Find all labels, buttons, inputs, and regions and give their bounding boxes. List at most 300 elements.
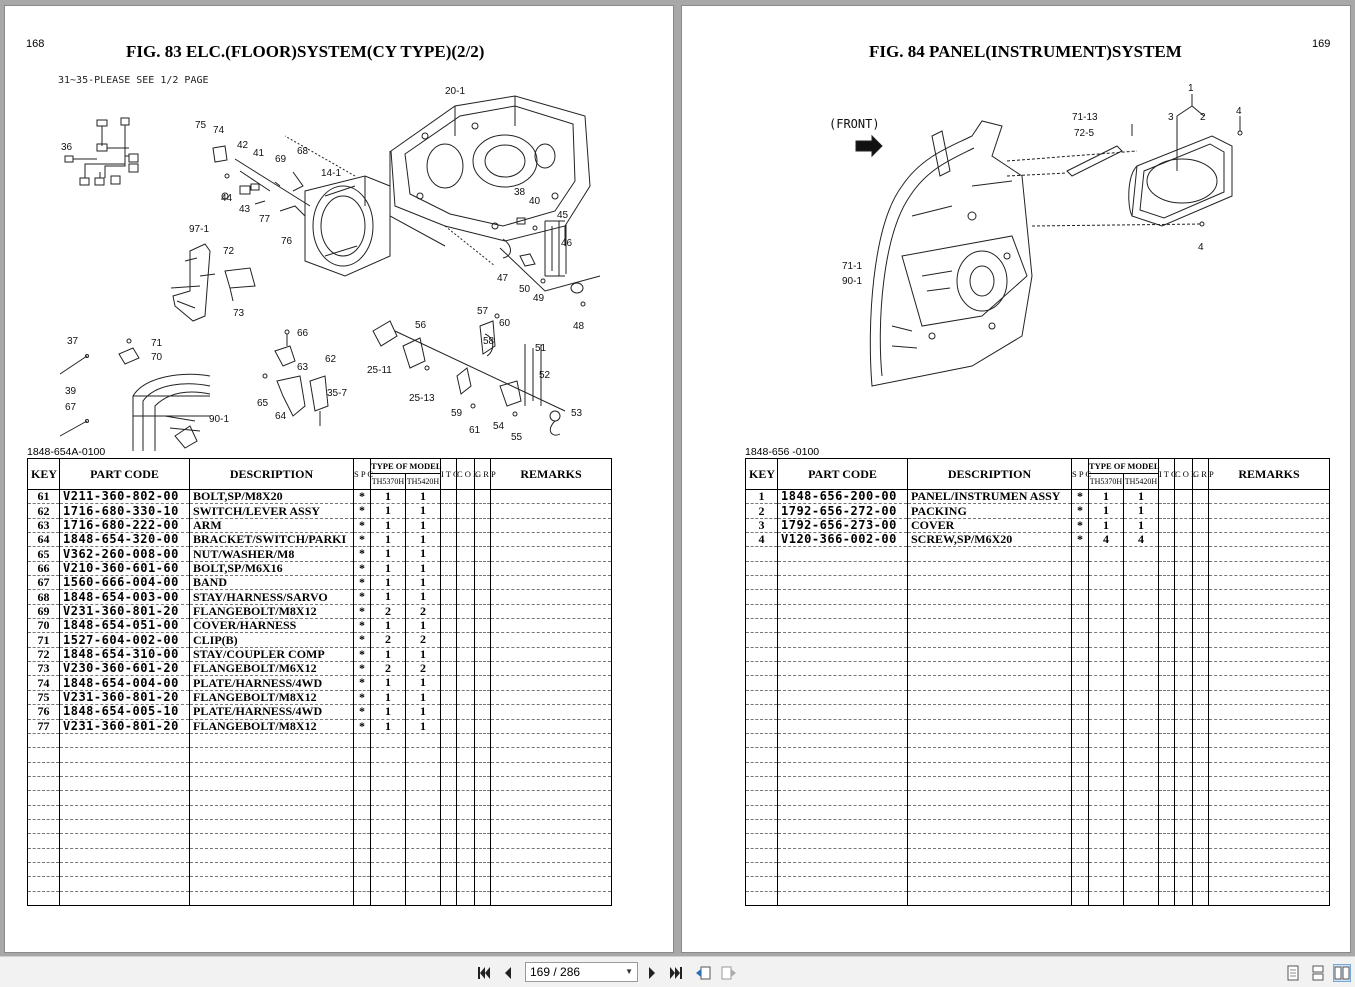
callout: 25-11	[367, 365, 392, 376]
itc-cell	[441, 490, 457, 504]
part-spc: *	[354, 690, 371, 704]
part-description: ARM	[190, 518, 354, 532]
itc-cell	[1159, 705, 1175, 719]
col-cell	[1175, 533, 1193, 547]
part-spc	[1072, 676, 1089, 690]
qty-model-2	[1124, 819, 1159, 833]
table-row	[28, 576, 612, 590]
front-label: (FRONT)	[829, 117, 880, 131]
table-row	[28, 690, 612, 704]
harness-lever-drawing	[500, 218, 600, 306]
part-code	[778, 576, 908, 590]
remarks-cell	[1209, 848, 1330, 862]
part-key	[746, 676, 778, 690]
part-key	[28, 805, 60, 819]
col-cell	[457, 590, 475, 604]
empty-table-row	[746, 561, 1330, 575]
itc-cell	[441, 891, 457, 905]
remarks-cell	[491, 762, 612, 776]
part-code	[778, 891, 908, 905]
qty-model-2: 1	[406, 590, 441, 604]
itc-cell	[441, 877, 457, 891]
figure-note: 31~35-PLEASE SEE 1/2 PAGE	[58, 75, 209, 86]
part-spc	[1072, 690, 1089, 704]
callout: 70	[151, 352, 163, 363]
table-row	[28, 647, 612, 661]
itc-cell	[441, 604, 457, 618]
drawing-code: 1848-654A-0100	[27, 446, 106, 458]
part-spc	[1072, 705, 1089, 719]
qty-model-2	[406, 834, 441, 848]
header-col: C O L	[1175, 459, 1193, 490]
col-cell	[1175, 504, 1193, 518]
itc-cell	[441, 862, 457, 876]
callout: 76	[281, 236, 293, 247]
first-page-icon	[476, 965, 492, 981]
itc-cell	[441, 791, 457, 805]
qty-model-1: 1	[371, 547, 406, 561]
qty-model-1	[1089, 791, 1124, 805]
part-key: 77	[28, 719, 60, 733]
grp-cell	[475, 619, 491, 633]
grp-cell	[1193, 518, 1209, 532]
qty-model-1: 1	[371, 590, 406, 604]
table-row	[28, 518, 612, 532]
col-cell	[457, 705, 475, 719]
previous-page-icon	[500, 965, 516, 981]
part-description	[190, 791, 354, 805]
itc-cell	[1159, 776, 1175, 790]
part-key: 76	[28, 705, 60, 719]
part-description	[190, 776, 354, 790]
part-spc	[1072, 762, 1089, 776]
qty-model-2	[1124, 791, 1159, 805]
part-key: 74	[28, 676, 60, 690]
callout: 61	[469, 425, 481, 436]
page-selector[interactable]	[525, 962, 638, 982]
bracket-switch-drawing	[310, 376, 328, 426]
qty-model-1	[1089, 719, 1124, 733]
qty-model-2	[406, 791, 441, 805]
grp-cell	[1193, 533, 1209, 547]
col-cell	[1175, 705, 1193, 719]
table-row	[28, 504, 612, 518]
part-spc	[354, 862, 371, 876]
itc-cell	[1159, 662, 1175, 676]
part-spc	[1072, 776, 1089, 790]
part-description	[908, 891, 1072, 905]
part-code	[60, 762, 190, 776]
empty-table-row	[746, 891, 1330, 905]
empty-table-row	[746, 791, 1330, 805]
col-cell	[1175, 862, 1193, 876]
itc-cell	[441, 705, 457, 719]
itc-cell	[441, 834, 457, 848]
harness-connectors-drawing	[65, 118, 138, 185]
qty-model-1	[1089, 733, 1124, 747]
itc-cell	[1159, 719, 1175, 733]
empty-table-row	[28, 848, 612, 862]
part-code: 1716-680-330-10	[60, 504, 190, 518]
qty-model-1: 1	[371, 561, 406, 575]
remarks-cell	[491, 791, 612, 805]
part-description	[908, 590, 1072, 604]
part-code: V231-360-801-20	[60, 690, 190, 704]
remarks-cell	[491, 662, 612, 676]
remarks-cell	[1209, 762, 1330, 776]
remarks-cell	[1209, 690, 1330, 704]
qty-model-2	[1124, 662, 1159, 676]
remarks-cell	[491, 561, 612, 575]
empty-table-row	[28, 877, 612, 891]
grp-cell	[475, 705, 491, 719]
qty-model-2: 1	[406, 490, 441, 504]
single-page-view-button[interactable]	[1285, 965, 1301, 981]
back-view-button[interactable]	[695, 965, 711, 981]
header-description: DESCRIPTION	[908, 459, 1072, 490]
empty-table-row	[746, 633, 1330, 647]
qty-model-1	[371, 848, 406, 862]
callout: 42	[237, 140, 249, 151]
part-spc	[354, 877, 371, 891]
qty-model-2	[406, 762, 441, 776]
empty-table-row	[746, 834, 1330, 848]
qty-model-1: 1	[1089, 504, 1124, 518]
part-spc	[354, 891, 371, 905]
callout: 73	[233, 308, 245, 319]
part-spc: *	[354, 547, 371, 561]
empty-table-row	[28, 791, 612, 805]
table-row	[28, 662, 612, 676]
single-page-icon	[1285, 965, 1301, 981]
empty-table-row	[28, 776, 612, 790]
table-row	[28, 719, 612, 733]
col-cell	[1175, 518, 1193, 532]
grp-cell	[1193, 676, 1209, 690]
qty-model-1	[1089, 676, 1124, 690]
part-description	[908, 705, 1072, 719]
part-spc: *	[354, 533, 371, 547]
remarks-cell	[491, 848, 612, 862]
first-page-button[interactable]	[476, 965, 492, 981]
part-spc: *	[354, 604, 371, 618]
part-description	[190, 819, 354, 833]
col-cell	[1175, 647, 1193, 661]
part-key	[746, 877, 778, 891]
grp-cell	[475, 590, 491, 604]
grp-cell	[475, 748, 491, 762]
part-spc	[354, 805, 371, 819]
remarks-cell	[491, 604, 612, 618]
callout: 43	[239, 204, 251, 215]
part-description	[908, 547, 1072, 561]
empty-table-row	[28, 733, 612, 747]
itc-cell	[441, 690, 457, 704]
remarks-cell	[1209, 647, 1330, 661]
part-description	[190, 848, 354, 862]
qty-model-2: 4	[1124, 533, 1159, 547]
qty-model-2	[1124, 547, 1159, 561]
qty-model-1	[1089, 848, 1124, 862]
remarks-cell	[491, 877, 612, 891]
col-cell	[457, 561, 475, 575]
callout: 41	[253, 148, 265, 159]
part-code	[778, 662, 908, 676]
part-spc	[1072, 848, 1089, 862]
qty-model-1: 2	[371, 662, 406, 676]
part-code: 1792-656-272-00	[778, 504, 908, 518]
part-description	[190, 891, 354, 905]
itc-cell	[1159, 891, 1175, 905]
header-key: KEY	[746, 459, 778, 490]
qty-model-1: 2	[371, 604, 406, 618]
empty-table-row	[746, 776, 1330, 790]
qty-model-2	[1124, 776, 1159, 790]
header-type-of-model: TYPE OF MODEL	[371, 459, 441, 474]
part-key	[28, 819, 60, 833]
header-grp: G R P	[1193, 459, 1209, 490]
grp-cell	[1193, 891, 1209, 905]
part-code	[778, 748, 908, 762]
part-key	[28, 762, 60, 776]
front-arrow-icon	[856, 136, 882, 156]
part-description: BRACKET/SWITCH/PARKI	[190, 533, 354, 547]
part-description	[908, 791, 1072, 805]
callout: 67	[65, 402, 77, 413]
table-row	[746, 490, 1330, 504]
qty-model-1	[1089, 619, 1124, 633]
part-key: 71	[28, 633, 60, 647]
header-itc: I T C	[441, 459, 457, 490]
col-cell	[457, 676, 475, 690]
callout: 47	[497, 273, 509, 284]
callout: 3	[1168, 112, 1174, 123]
grp-cell	[1193, 862, 1209, 876]
grp-cell	[1193, 877, 1209, 891]
grp-cell	[1193, 576, 1209, 590]
grp-cell	[1193, 561, 1209, 575]
grp-cell	[1193, 834, 1209, 848]
remarks-cell	[1209, 590, 1330, 604]
remarks-cell	[1209, 662, 1330, 676]
empty-table-row	[746, 733, 1330, 747]
remarks-cell	[1209, 490, 1330, 504]
empty-table-row	[746, 705, 1330, 719]
qty-model-1	[371, 891, 406, 905]
qty-model-1	[1089, 590, 1124, 604]
qty-model-1: 1	[371, 504, 406, 518]
grp-cell	[1193, 719, 1209, 733]
qty-model-2	[406, 748, 441, 762]
grp-cell	[475, 604, 491, 618]
part-description: CLIP(B)	[190, 633, 354, 647]
itc-cell	[441, 805, 457, 819]
qty-model-2	[406, 877, 441, 891]
part-code	[778, 719, 908, 733]
remarks-cell	[491, 733, 612, 747]
remarks-cell	[1209, 705, 1330, 719]
qty-model-2: 1	[406, 576, 441, 590]
part-code	[778, 791, 908, 805]
part-key	[746, 604, 778, 618]
remarks-cell	[1209, 733, 1330, 747]
part-key	[28, 733, 60, 747]
empty-table-row	[746, 719, 1330, 733]
last-page-button[interactable]	[668, 965, 684, 981]
col-cell	[457, 719, 475, 733]
qty-model-1	[1089, 647, 1124, 661]
part-description	[908, 662, 1072, 676]
part-key	[746, 662, 778, 676]
continuous-view-button[interactable]	[1310, 965, 1326, 981]
col-cell	[457, 647, 475, 661]
callout: 40	[529, 196, 541, 207]
qty-model-2	[1124, 633, 1159, 647]
next-page-button[interactable]	[644, 965, 660, 981]
grp-cell	[475, 891, 491, 905]
part-spc	[1072, 862, 1089, 876]
remarks-cell	[491, 705, 612, 719]
last-page-icon	[668, 965, 684, 981]
remarks-cell	[1209, 504, 1330, 518]
part-code	[778, 604, 908, 618]
callout: 52	[539, 370, 551, 381]
qty-model-2	[406, 819, 441, 833]
part-description	[190, 834, 354, 848]
part-code: 1848-654-004-00	[60, 676, 190, 690]
two-page-view-button[interactable]	[1334, 965, 1350, 981]
qty-model-2	[1124, 834, 1159, 848]
itc-cell	[1159, 848, 1175, 862]
qty-model-2	[1124, 576, 1159, 590]
forward-view-button[interactable]	[721, 965, 737, 981]
grp-cell	[475, 819, 491, 833]
col-cell	[457, 547, 475, 561]
remarks-cell	[491, 490, 612, 504]
part-description	[908, 604, 1072, 618]
remarks-cell	[1209, 547, 1330, 561]
itc-cell	[1159, 533, 1175, 547]
clutch-housing-drawing	[305, 176, 390, 276]
qty-model-2: 2	[406, 633, 441, 647]
qty-model-2	[1124, 647, 1159, 661]
remarks-cell	[1209, 576, 1330, 590]
part-code	[778, 705, 908, 719]
part-description	[908, 834, 1072, 848]
part-key	[746, 719, 778, 733]
col-cell	[457, 633, 475, 647]
part-spc: *	[354, 719, 371, 733]
qty-model-2: 1	[406, 690, 441, 704]
itc-cell	[1159, 576, 1175, 590]
itc-cell	[441, 619, 457, 633]
part-key	[746, 547, 778, 561]
qty-model-2	[406, 891, 441, 905]
col-cell	[457, 834, 475, 848]
col-cell	[1175, 676, 1193, 690]
part-description	[908, 647, 1072, 661]
part-code: 1848-654-320-00	[60, 533, 190, 547]
part-key: 2	[746, 504, 778, 518]
empty-table-row	[28, 891, 612, 905]
itc-cell	[441, 576, 457, 590]
col-cell	[1175, 776, 1193, 790]
continuous-page-icon	[1310, 965, 1326, 981]
col-cell	[457, 776, 475, 790]
qty-model-2	[1124, 604, 1159, 618]
part-description: PLATE/HARNESS/4WD	[190, 676, 354, 690]
callout: 62	[325, 354, 337, 365]
qty-model-1: 1	[371, 719, 406, 733]
callout: 49	[533, 293, 545, 304]
grp-cell	[475, 561, 491, 575]
itc-cell	[441, 848, 457, 862]
empty-table-row	[746, 662, 1330, 676]
grp-cell	[1193, 819, 1209, 833]
part-spc: *	[354, 490, 371, 504]
grp-cell	[1193, 791, 1209, 805]
qty-model-2: 2	[406, 662, 441, 676]
switch-lever-drawing	[263, 330, 305, 416]
part-code	[60, 776, 190, 790]
grp-cell	[475, 877, 491, 891]
remarks-cell	[1209, 877, 1330, 891]
col-cell	[457, 662, 475, 676]
part-code	[778, 848, 908, 862]
parts-table	[745, 458, 1330, 906]
callout: 45	[557, 210, 569, 221]
itc-cell	[1159, 791, 1175, 805]
col-cell	[457, 619, 475, 633]
qty-model-1	[1089, 561, 1124, 575]
remarks-cell	[491, 676, 612, 690]
right-page	[681, 5, 1351, 953]
part-code	[60, 834, 190, 848]
part-description: COVER/HARNESS	[190, 619, 354, 633]
part-code: V211-360-802-00	[60, 490, 190, 504]
qty-model-2	[1124, 590, 1159, 604]
part-key: 65	[28, 547, 60, 561]
part-key: 75	[28, 690, 60, 704]
part-spc: *	[354, 705, 371, 719]
callout: 44	[221, 193, 233, 204]
callout: 46	[561, 238, 573, 249]
part-code: 1848-654-003-00	[60, 590, 190, 604]
part-description	[908, 619, 1072, 633]
header-part-code: PART CODE	[60, 459, 190, 490]
two-page-icon	[1334, 965, 1350, 981]
previous-page-button[interactable]	[500, 965, 516, 981]
left-page	[4, 5, 674, 953]
part-description: PLATE/HARNESS/4WD	[190, 705, 354, 719]
itc-cell	[441, 547, 457, 561]
header-model-1: TH5370H	[1089, 474, 1124, 490]
callout: 72	[223, 246, 235, 257]
part-spc: *	[354, 633, 371, 647]
qty-model-1	[1089, 834, 1124, 848]
part-key	[28, 877, 60, 891]
qty-model-1	[371, 819, 406, 833]
col-cell	[457, 690, 475, 704]
col-cell	[1175, 733, 1193, 747]
col-cell	[457, 791, 475, 805]
col-cell	[457, 576, 475, 590]
callout: 48	[573, 321, 585, 332]
col-cell	[1175, 719, 1193, 733]
callout: 64	[275, 411, 287, 422]
qty-model-1: 1	[371, 533, 406, 547]
header-remarks: REMARKS	[1209, 459, 1330, 490]
